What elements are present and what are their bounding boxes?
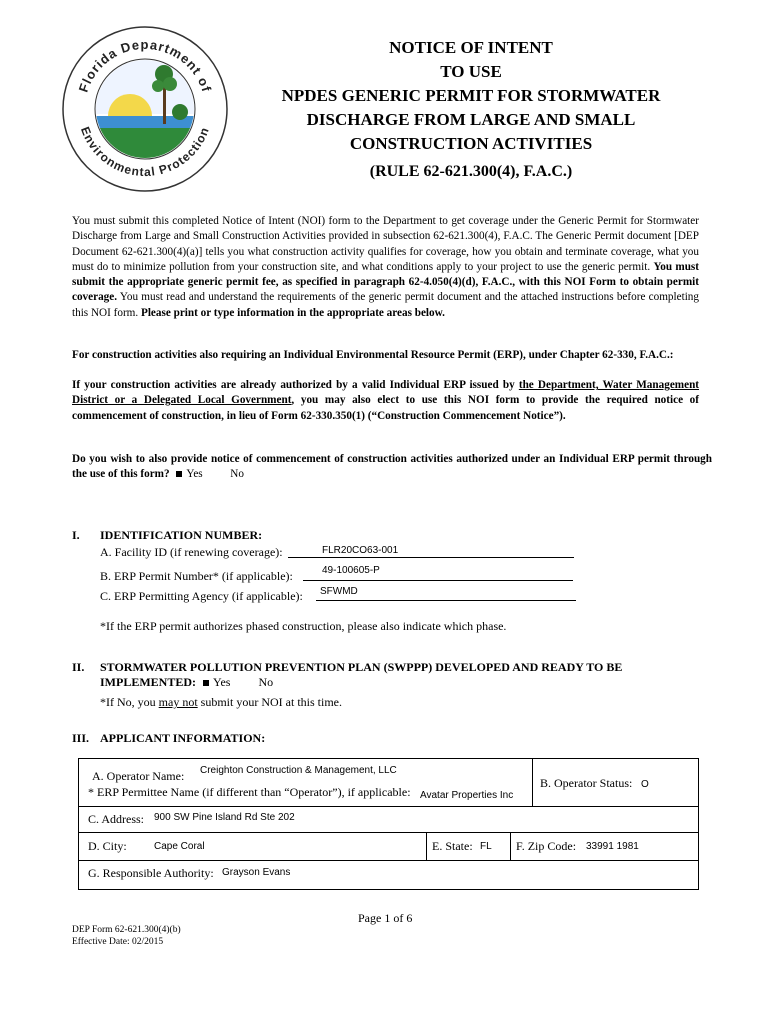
table-divider [532, 758, 533, 806]
operator-status-value[interactable]: O [641, 779, 649, 790]
section-1-heading: IDENTIFICATION NUMBER: [100, 528, 263, 542]
svg-text:Florida Department of: Florida Department of [75, 37, 215, 95]
title-line-3: NPDES GENERIC PERMIT FOR STORMWATER [281, 86, 661, 105]
yes-checkbox-checked[interactable] [176, 471, 182, 477]
zip-label: F. Zip Code: [516, 839, 577, 853]
title-line-2: TO USE [440, 62, 502, 81]
erp-permit-label: B. ERP Permit Number* (if applicable): [100, 569, 293, 583]
address-value[interactable]: 900 SW Pine Island Rd Ste 202 [154, 812, 295, 823]
agency-value[interactable]: SFWMD [320, 586, 358, 597]
facility-id-line [288, 557, 574, 558]
title-line-5: CONSTRUCTION ACTIVITIES [349, 134, 593, 153]
intro-paragraph: You must submit this completed Notice of Intent (NOI) form to the Department to get coverage under the Generic Permit for Stormwater Discharge from Large and Small Construction Activities provided in subsection 62-621.300(4), F.A.C. The Generic Permit document [DEP Document 62-621.300(4)(a)] tells you what construction activity qualifies for coverage, how you obtain and terminate coverage, what you must do to minimize pollution from your construction site, and what conditions apply to your project to use the generic permit. You must submit the appropriate generic permit fee, as specified in paragraph 62-4.050(4)(d), F.A.C., with this NOI Form to obtain permit coverage. You must read and understand the requirements of the generic permit document and the attached instructions before completing this NOI form. Please print or type information in the appropriate areas below. [72, 215, 700, 319]
title-line-1: NOTICE OF INTENT [389, 38, 553, 57]
swppp-yes-checkbox-checked[interactable] [203, 680, 209, 686]
section-1-number: I. [72, 528, 80, 542]
responsible-authority-value[interactable]: Grayson Evans [222, 867, 291, 878]
swppp-note: *If No, you may not submit your NOI at this time. [100, 695, 342, 709]
erp-question: Do you wish to also provide notice of commencement of construction activities authorized under an Individual ERP permit through the use of this form? Yes No [72, 453, 712, 481]
erp-permit-value[interactable]: 49-100605-P [322, 565, 380, 576]
operator-name-value[interactable]: Creighton Construction & Management, LLC [200, 765, 397, 776]
erp-permit-line [303, 580, 573, 581]
permittee-label: * ERP Permittee Name (if different than “Operator”), if applicable: [88, 785, 411, 799]
section-2-heading: STORMWATER POLLUTION PREVENTION PLAN (SWPPP) DEVELOPED AND READY TO BE [100, 660, 623, 674]
form-number: DEP Form 62-621.300(4)(b) [72, 925, 181, 935]
city-label: D. City: [88, 839, 127, 853]
permittee-value[interactable]: Avatar Properties Inc [420, 790, 514, 801]
operator-name-label: A. Operator Name: [92, 769, 185, 783]
city-value[interactable]: Cape Coral [154, 841, 205, 852]
agency-line [316, 600, 576, 601]
table-divider [78, 806, 698, 807]
table-divider [78, 832, 698, 833]
svg-text:Environmental Protection: Environmental Protection [78, 124, 212, 180]
facility-id-value[interactable]: FLR20CO63-001 [322, 545, 399, 556]
section-2-heading-2: IMPLEMENTED: Yes No [100, 675, 274, 689]
table-divider [78, 860, 698, 861]
erp-no-label: No [230, 468, 244, 481]
page-number: Page 1 of 6 [358, 911, 413, 925]
title-line-4: DISCHARGE FROM LARGE AND SMALL [306, 110, 636, 129]
erp-heading: For construction activities also requiring an Individual Environmental Resource Permit (ERP), under Chapter 62-330, F.A.C.: [72, 349, 674, 361]
swppp-no-label: No [258, 675, 274, 689]
agency-label: C. ERP Permitting Agency (if applicable): [100, 589, 303, 603]
title-rule: (RULE 62-621.300(4), F.A.C.) [369, 163, 573, 180]
state-value[interactable]: FL [480, 841, 492, 852]
zip-value[interactable]: 33991 1981 [586, 841, 639, 852]
section-3-heading: APPLICANT INFORMATION: [100, 731, 266, 745]
operator-status-label: B. Operator Status: [540, 776, 633, 790]
dep-logo [60, 24, 230, 194]
section-2-number: II. [72, 660, 85, 674]
phase-note: *If the ERP permit authorizes phased construction, please also indicate which phase. [100, 619, 507, 633]
section-3-number: III. [72, 731, 90, 745]
effective-date: Effective Date: 02/2015 [72, 937, 164, 947]
erp-paragraph: If your construction activities are already authorized by a valid Individual ERP issued by the Department, Water Management District or a Delegated Local Government, you may also elect to use this NOI form to provide the required notice of commencement of construction, in lieu of Form 62-330.350(1) (“Construction Commencement Notice”). [72, 379, 700, 422]
swppp-yes-label: Yes [213, 675, 231, 689]
erp-yes-label: Yes [186, 468, 203, 481]
logo-seal-icon [60, 24, 230, 194]
facility-id-label: A. Facility ID (if renewing coverage): [100, 545, 283, 559]
address-label: C. Address: [88, 812, 145, 826]
state-label: E. State: [432, 839, 473, 853]
table-divider [510, 832, 511, 860]
responsible-authority-label: G. Responsible Authority: [88, 866, 214, 880]
table-divider [426, 832, 427, 860]
form-title [240, 36, 702, 184]
